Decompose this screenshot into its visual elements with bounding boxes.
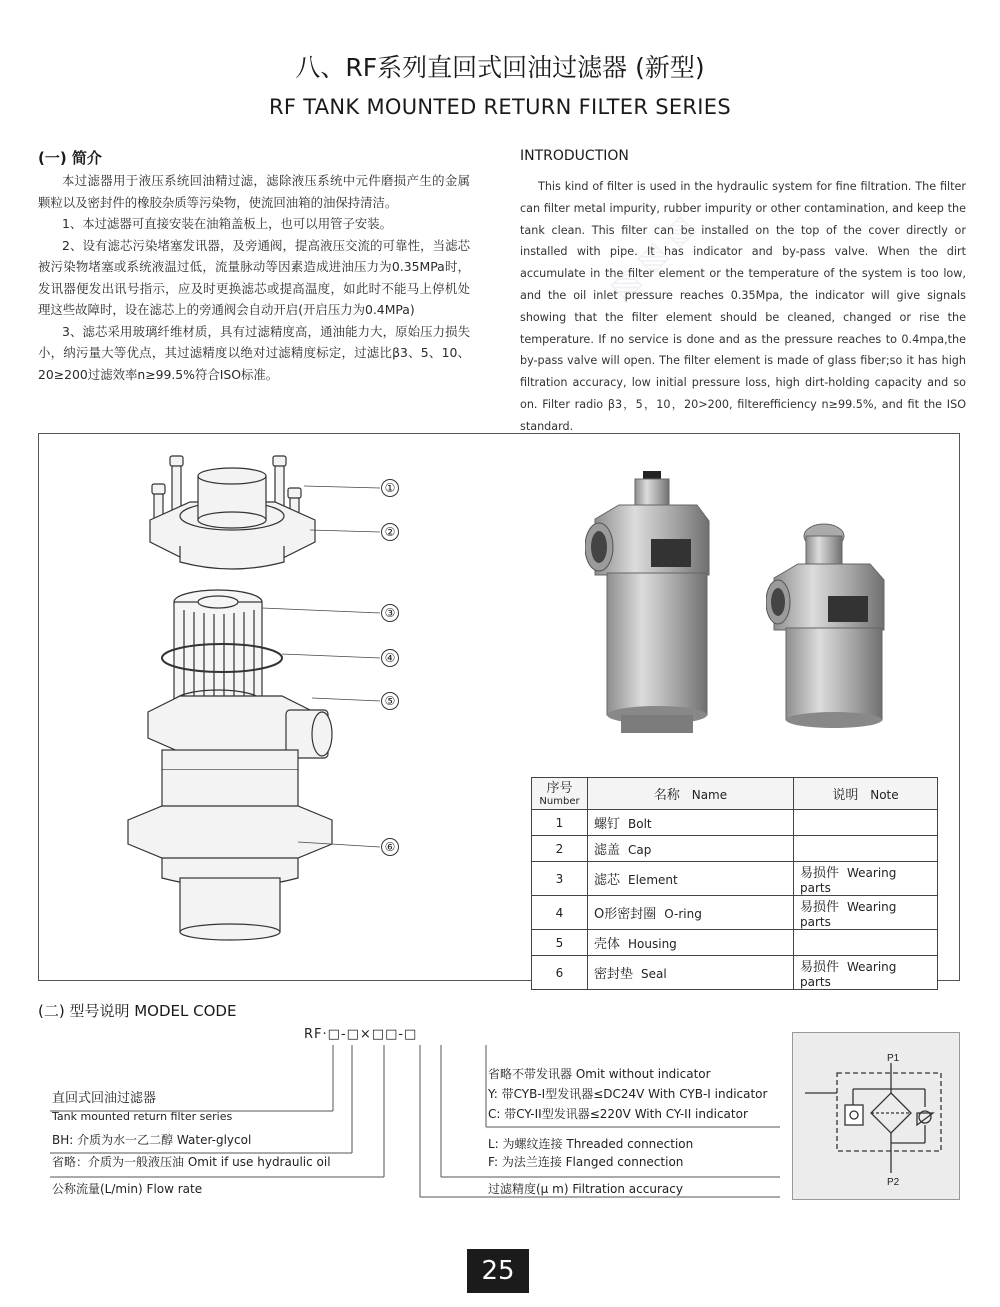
parts-table (531, 777, 938, 990)
callout-4: ④ (381, 649, 399, 667)
intro-en-body: This kind of filter is used in the hydraulic system for fine filtration. The filter can filter metal impurity, rubber impurity or other contamination, and keep the tank clean. This filter can be installed on the top of the cover directly or installed with pipe. It has indicator and by-pass valve. When the dirt accumulate in the filter element or the temperature of the system is too low, and the oil inlet pressure reaches 0.35Mpa, the indicator will give signals showing that the filter element should be cleaned, changed or rise the temperature. If no service is done and as the pressure reaches to 0.4mpa,the by-pass valve will open. The filter element is made of glass fiber;so it has high filtration accuracy, low initial pressure loss, high dirt-holding capacity and so on. Filter radio β3，5，10，20>200, filterefficiency n≥99.5%, and fit the ISO standard. (520, 180, 966, 433)
intro-cn-body (38, 170, 470, 385)
row-note (794, 810, 938, 836)
row-name-en: Seal (641, 967, 667, 981)
header-name (588, 778, 794, 810)
row-name-cn: 螺钉 (594, 817, 621, 832)
callout-3: ③ (381, 604, 399, 622)
header-number-cn: 序号 (546, 780, 573, 796)
row-name-en: O-ring (664, 907, 702, 921)
table-row (532, 836, 938, 862)
row-name-cn: 壳体 (594, 937, 621, 952)
row-name-cn: 滤盖 (594, 843, 621, 858)
hydraulic-symbol-panel (792, 1032, 960, 1200)
label-series-cn: 直回式回油过滤器 (52, 1091, 157, 1106)
table-row (532, 862, 938, 896)
exploded-filter-drawing (110, 450, 450, 970)
row-note-cn: 易损件 (800, 866, 840, 881)
label-medium-bh: BH: 介质为水一乙二醇 Water-glycol (52, 1133, 252, 1147)
symbol-label-p1: P1 (887, 1053, 900, 1064)
row-name (588, 810, 794, 836)
background-watermark: ▧ ▧ ▧ (602, 208, 702, 307)
row-note (794, 930, 938, 956)
row-number: 3 (532, 862, 588, 896)
label-series-en: Tank mounted return filter series (52, 1110, 233, 1123)
row-name-en: Bolt (628, 817, 652, 831)
hydraulic-filter-symbol (793, 1033, 959, 1199)
header-note (794, 778, 938, 810)
page-title-cn: 八、RF系列直回式回油过滤器 (新型) (295, 53, 705, 82)
row-name (588, 956, 794, 990)
label-flow-rate: 公称流量(L/min) Flow rate (52, 1182, 203, 1196)
row-name (588, 862, 794, 896)
row-name (588, 836, 794, 862)
product-photo-small-filter (766, 520, 891, 735)
row-number: 5 (532, 930, 588, 956)
product-photo-large-filter (585, 465, 715, 745)
row-name-en: Housing (628, 937, 677, 951)
row-note-en: Wearing parts (800, 900, 897, 929)
page-number: 25 (467, 1249, 529, 1293)
header-note-cn: 说明 (832, 788, 859, 803)
row-name-en: Element (628, 873, 678, 887)
label-connection-f: F: 为法兰连接 Flanged connection (488, 1155, 684, 1169)
callout-5: ⑤ (381, 692, 399, 710)
row-note-en: Wearing parts (800, 960, 897, 989)
page-title-en: RF TANK MOUNTED RETURN FILTER SERIES (269, 95, 731, 119)
header-name-cn: 名称 (653, 788, 680, 803)
row-note-cn: 易损件 (800, 900, 840, 915)
row-number: 4 (532, 896, 588, 930)
table-row (532, 810, 938, 836)
table-row (532, 896, 938, 930)
table-row (532, 956, 938, 990)
row-note (794, 862, 938, 896)
label-filtration-accuracy: 过滤精度(μ m) Filtration accuracy (488, 1182, 683, 1196)
model-code-heading: (二) 型号说明 MODEL CODE (38, 1002, 237, 1020)
intro-cn-heading: (一) 简介 (38, 149, 102, 167)
callout-1: ① (381, 479, 399, 497)
row-note-en: Wearing parts (800, 866, 897, 895)
intro-cn-paragraph: 本过滤器用于液压系统回油精过滤，滤除液压系统中元件磨损产生的金属颗粒以及密封件的橡胶杂质等污染物，使流回油箱的油保持清洁。 (38, 173, 470, 210)
intro-cn-paragraph: 2、设有滤芯污染堵塞发讯器，及旁通阀，提高液压交流的可靠性，当滤芯被污染物堵塞或系统液温过低，流量脉动等因素造成进油压力为0.35MPa时，发讯器便发出讯号指示，应及时更换滤芯或提高温度，如此时不能马上停机处理这些故障时，设在滤芯上的旁通阀会自动开启(开启压力为0.4MPa) (38, 237, 470, 317)
intro-cn-paragraph: 3、滤芯采用玻璃纤维材质，具有过滤精度高，通油能力大，原始压力损失小，纳污量大等优点，其过滤精度以绝对过滤精度标定，过滤比β3、5、10、20≥200过滤效率n≥99.5%符合ISO标准。 (38, 323, 470, 382)
header-number-en: Number (539, 795, 580, 807)
parts-table-header (532, 778, 938, 810)
row-number: 1 (532, 810, 588, 836)
row-number: 6 (532, 956, 588, 990)
symbol-label-p2: P2 (887, 1177, 900, 1188)
label-connection-l: L: 为螺纹连接 Threaded connection (488, 1137, 694, 1151)
row-note (794, 956, 938, 990)
row-name (588, 896, 794, 930)
row-name-cn: O形密封圈 (594, 907, 657, 922)
row-note (794, 836, 938, 862)
table-row (532, 930, 938, 956)
header-name-en: Name (691, 788, 728, 802)
label-indicator-omit: 省略不带发讯器 Omit without indicator (488, 1067, 711, 1081)
header-number (532, 778, 588, 810)
intro-en-heading: INTRODUCTION (520, 148, 629, 164)
callout-6: ⑥ (381, 838, 399, 856)
row-name (588, 930, 794, 956)
label-medium-omit: 省略：介质为一般液压油 Omit if use hydraulic oil (52, 1155, 331, 1169)
intro-cn-paragraph: 1、本过滤器可直接安装在油箱盖板上，也可以用管子安装。 (62, 216, 393, 231)
label-indicator-y: Y: 带CYB-I型发讯器≤DC24V With CYB-I indicator (488, 1087, 768, 1101)
row-number: 2 (532, 836, 588, 862)
callout-2: ② (381, 523, 399, 541)
label-indicator-c: C: 带CY-II型发讯器≤220V With CY-II indicator (488, 1107, 748, 1121)
model-code-string: RF·□-□×□□-□ (304, 1027, 418, 1042)
row-name-cn: 滤芯 (594, 873, 621, 888)
row-note-cn: 易损件 (800, 960, 840, 975)
row-name-cn: 密封垫 (594, 967, 634, 982)
row-name-en: Cap (628, 843, 652, 857)
row-note (794, 896, 938, 930)
header-note-en: Note (870, 788, 899, 802)
